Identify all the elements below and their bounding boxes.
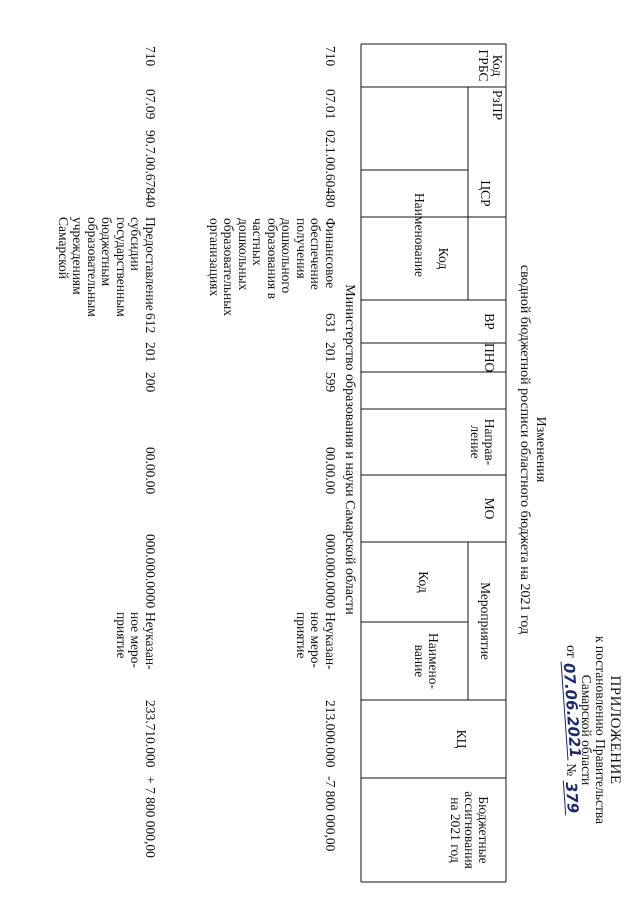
row2-napr: 200 (143, 372, 158, 393)
row2-meropr-code: 000.000.0000 (143, 534, 158, 609)
row2-vr: 612 (143, 313, 158, 334)
row1-csr-name: Финансовое обеспечение получения дошкольного образования в частных дошкольных образовательных организациях (207, 218, 338, 317)
row1-rzpr: 07.01 (323, 89, 338, 120)
handwritten-number: 379 (561, 780, 583, 814)
col-mo: МО (482, 497, 497, 520)
appendix-title: ПРИЛОЖЕНИЕ (607, 675, 623, 785)
col-rzpr: РзПР (490, 90, 505, 121)
row1-napr: 599 (323, 372, 338, 393)
col-csr-name: Наименование (412, 192, 427, 278)
col-vr: ВР (482, 313, 497, 330)
row1-csr-code: 02.1.00.60480 (323, 130, 338, 208)
col-kod-grbs: Код ГРБС (476, 49, 505, 82)
ministry-heading: Министерство образования и науки Самарской области (342, 284, 357, 615)
col-pno: ПНО (482, 343, 497, 373)
row2-rzpr: 07.09 (143, 89, 158, 120)
appendix-line-2: Самарской области (579, 674, 594, 786)
row2-csr-code: 90.7.00.67840 (143, 130, 158, 208)
row1-amount: -7 800 000,00 (323, 776, 338, 852)
col-meropr-name: Наимено- вание (412, 633, 441, 689)
row2-mo: 00.00.00 (143, 447, 158, 495)
number-sign: № (564, 763, 579, 777)
row2-amount: + 7 800 000,00 (143, 776, 158, 858)
date-prefix: от (564, 645, 579, 658)
col-meropr-kod: Код (416, 571, 431, 593)
row2-grbs: 710 (143, 46, 158, 67)
appendix-line-1: к постановлению Правительства (593, 635, 608, 825)
row1-kc: 213.000.000 (323, 700, 338, 768)
row1-mo: 00.00.00 (323, 447, 338, 495)
row1-grbs: 710 (323, 46, 338, 67)
row1-pno: 201 (323, 342, 338, 363)
row2-kc: 233.710.000 (143, 700, 158, 768)
row2-pno: 201 (143, 342, 158, 363)
col-meropr: Мероприятие (478, 582, 493, 660)
col-napr: Направ- ление (468, 418, 497, 466)
row1-meropr-code: 000.000.0000 (323, 534, 338, 609)
title-line-1: Изменения (533, 416, 548, 483)
row1-vr: 631 (323, 313, 338, 334)
col-budget: Бюджетные ассигнования на 2021 год (448, 791, 491, 869)
handwritten-date: 07.06.2021 (559, 662, 585, 759)
col-kc: КЦ (454, 729, 469, 749)
row1-meropr-name: Неуказан- ное меро- приятие (294, 612, 338, 670)
col-csr: ЦСР (478, 180, 493, 207)
title-line-2: сводной бюджетной росписи областного бюджета на 2021 год (517, 264, 532, 635)
row2-csr-name: Предоставление субсидии государственным бюджетным образовательным учреждениям Самарской (56, 217, 158, 317)
row2-meropr-name: Неуказан- ное меро- приятие (114, 612, 158, 670)
col-csr-kod: Код (436, 247, 451, 270)
